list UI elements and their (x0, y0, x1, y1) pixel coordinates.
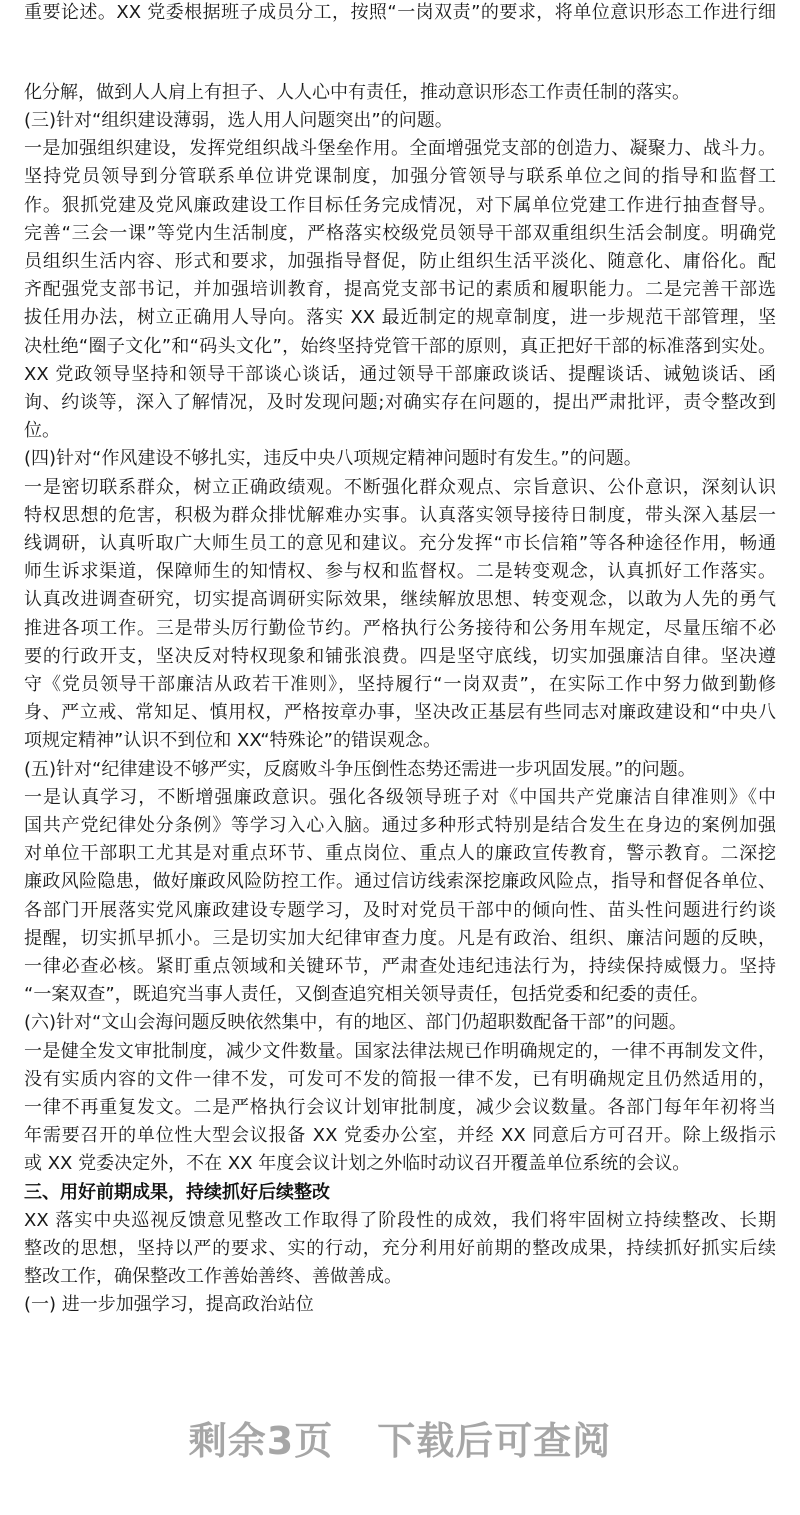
section-heading-three: 三、用好前期成果，持续抓好后续整改 (24, 1182, 330, 1203)
text-line: 完善“三会一课”等党内生活制度，严格落实校级党员领导干部双重组织生活会制度。明确党 (24, 223, 776, 244)
text-line: 各部门开展落实党风廉政建设专题学习，及时对党员干部中的倾向性、苗头性问题进行约谈 (24, 900, 776, 921)
text-line: 认真改进调查研究，切实提高调研实际效果，继续解放思想、转变观念，以敢为人先的勇气 (24, 589, 776, 610)
text-line: 一是加强组织建设，发挥党组织战斗堡垒作用。全面增强党支部的创造力、凝聚力、战斗力。 (24, 138, 776, 159)
text-line: 线调研，认真听取广大师生员工的意见和建议。充分发挥“市长信箱”等各种途径作用，畅通 (24, 533, 776, 554)
text-line: 廉政风险隐患，做好廉政风险防控工作。通过信访线索深挖廉政风险点，指导和督促各单位、 (24, 871, 776, 892)
text-line: XX 落实中央巡视反馈意见整改工作取得了阶段性的成效，我们将牢固树立持续整改、长期 (24, 1210, 776, 1231)
text-line: 没有实质内容的文件一律不发，可发可不发的简报一律不发，已有明确规定且仍然适用的， (24, 1069, 776, 1090)
text-line: 对单位干部职工尤其是对重点环节、重点岗位、重点人的廉政宣传教育，警示教育。二深挖 (24, 843, 776, 864)
text-line: 一是认真学习，不断增强廉政意识。强化各级领导班子对《中国共产党廉洁自律准则》《中 (24, 787, 776, 808)
text-line: 年需要召开的单位性大型会议报备 XX 党委办公室，并经 XX 同意后方可召开。除上级指示 (24, 1125, 776, 1146)
text-line: 要的行政开支，坚决反对特权现象和铺张浪费。四是坚守底线，切实加强廉洁自律。坚决遵 (24, 646, 776, 667)
text-line: 一是健全发文审批制度，减少文件数量。国家法律法规已作明确规定的，一律不再制发文件， (24, 1041, 776, 1062)
text-line: 特权思想的危害，积极为群众排忧解难办实事。认真落实领导接待日制度，带头深入基层一 (24, 505, 776, 526)
text-line: 项规定精神”认识不到位和 XX“特殊论”的错误观念。 (24, 730, 441, 751)
section-heading-5: (五)针对“纪律建设不够严实，反腐败斗争压倒性态势还需进一步巩固发展。”的问题。 (24, 759, 696, 780)
text-line: “一案双查”，既追究当事人责任，又倒查追究相关领导责任，包括党委和纪委的责任。 (24, 984, 709, 1005)
text-line: 推进各项工作。三是带头厉行勤俭节约。严格执行公务接待和公务用车规定，尽量压缩不必 (24, 618, 776, 639)
section-heading-6: (六)针对“文山会海问题反映依然集中，有的地区、部门仍超职数配备干部”的问题。 (24, 1012, 687, 1033)
text-line: 员组织生活内容、形式和要求，加强指导督促，防止组织生活平淡化、随意化、庸俗化。配 (24, 251, 776, 272)
section-heading-4: (四)针对“作风建设不够扎实，违反中央八项规定精神问题时有发生。”的问题。 (24, 448, 642, 469)
text-line: 整改的思想，坚持以严的要求、实的行动，充分利用好前期的整改成果，持续抓好抓实后续 (24, 1238, 776, 1259)
section-heading-3: (三)针对“组织建设薄弱，选人用人问题突出”的问题。 (24, 110, 453, 131)
text-line: 拔任用办法，树立正确用人导向。落实 XX 最近制定的规章制度，进一步规范干部管理，坚 (24, 307, 776, 328)
download-prompt-label: 下载后可查阅 (377, 1419, 612, 1463)
text-line: 师生诉求渠道，保障师生的知情权、参与权和监督权。二是转变观念，认真抓好工作落实。 (24, 561, 776, 582)
text-line: 化分解，做到人人肩上有担子、人人心中有责任，推动意识形态工作责任制的落实。 (24, 82, 690, 103)
text-line: 提醒，切实抓早抓小。三是切实加大纪律审查力度。凡是有政治、组织、廉洁问题的反映， (24, 928, 776, 949)
text-line: XX 党政领导坚持和领导干部谈心谈话，通过领导干部廉政谈话、提醒谈话、诫勉谈话、函 (24, 364, 776, 385)
text-line: 坚持党员领导到分管联系单位讲党课制度，加强分管领导与联系单位之间的指导和监督工 (24, 166, 776, 187)
text-line: 或 XX 党委决定外，不在 XX 年度会议计划之外临时动议召开覆盖单位系统的会议。 (24, 1153, 691, 1174)
text-line: 决杜绝“圈子文化”和“码头文化”，始终坚持党管干部的原则，真正把好干部的标准落到实处。 (24, 336, 776, 357)
download-to-view-banner[interactable] (0, 1418, 800, 1464)
text-line: 位。 (24, 420, 60, 441)
text-line: 一律必查必核。紧盯重点领域和关键环节，严肃查处违纪违法行为，持续保持威慑力。坚持 (24, 956, 776, 977)
text-line: 守《党员领导干部廉洁从政若干准则》，坚持履行“一岗双责”，在实际工作中努力做到勤修 (24, 674, 776, 695)
text-line: 作。狠抓党建及党风廉政建设工作目标任务完成情况，对下属单位党建工作进行抽查督导。 (24, 195, 776, 216)
text-line: 一律不再重复发文。二是严格执行会议计划审批制度，减少会议数量。各部门每年年初将当 (24, 1097, 776, 1118)
text-line: 整改工作，确保整改工作善始善终、善做善成。 (24, 1266, 402, 1287)
text-line: 身、严立戒、常知足、慎用权，严格按章办事，坚决改正基层有些同志对廉政建设和“中央八 (24, 702, 776, 723)
text-line: 询、约谈等，深入了解情况，及时发现问题;对确实存在问题的，提出严肃批评，责令整改到 (24, 392, 776, 413)
text-line: 重要论述。XX 党委根据班子成员分工，按照“一岗双责”的要求，将单位意识形态工作进行细 (24, 2, 776, 23)
text-line: 齐配强党支部书记，并加强培训教育，提高党支部书记的素质和履职能力。二是完善干部选 (24, 279, 776, 300)
text-line: 国共产党纪律处分条例》等学习入心入脑。通过多种形式特别是结合发生在身边的案例加强 (24, 815, 776, 836)
subsection-heading-1: (一) 进一步加强学习，提高政治站位 (24, 1294, 314, 1315)
remaining-pages-label: 剩余3页 (188, 1419, 334, 1463)
text-line: 一是密切联系群众，树立正确政绩观。不断强化群众观点、宗旨意识、公仆意识，深刻认识 (24, 477, 776, 498)
